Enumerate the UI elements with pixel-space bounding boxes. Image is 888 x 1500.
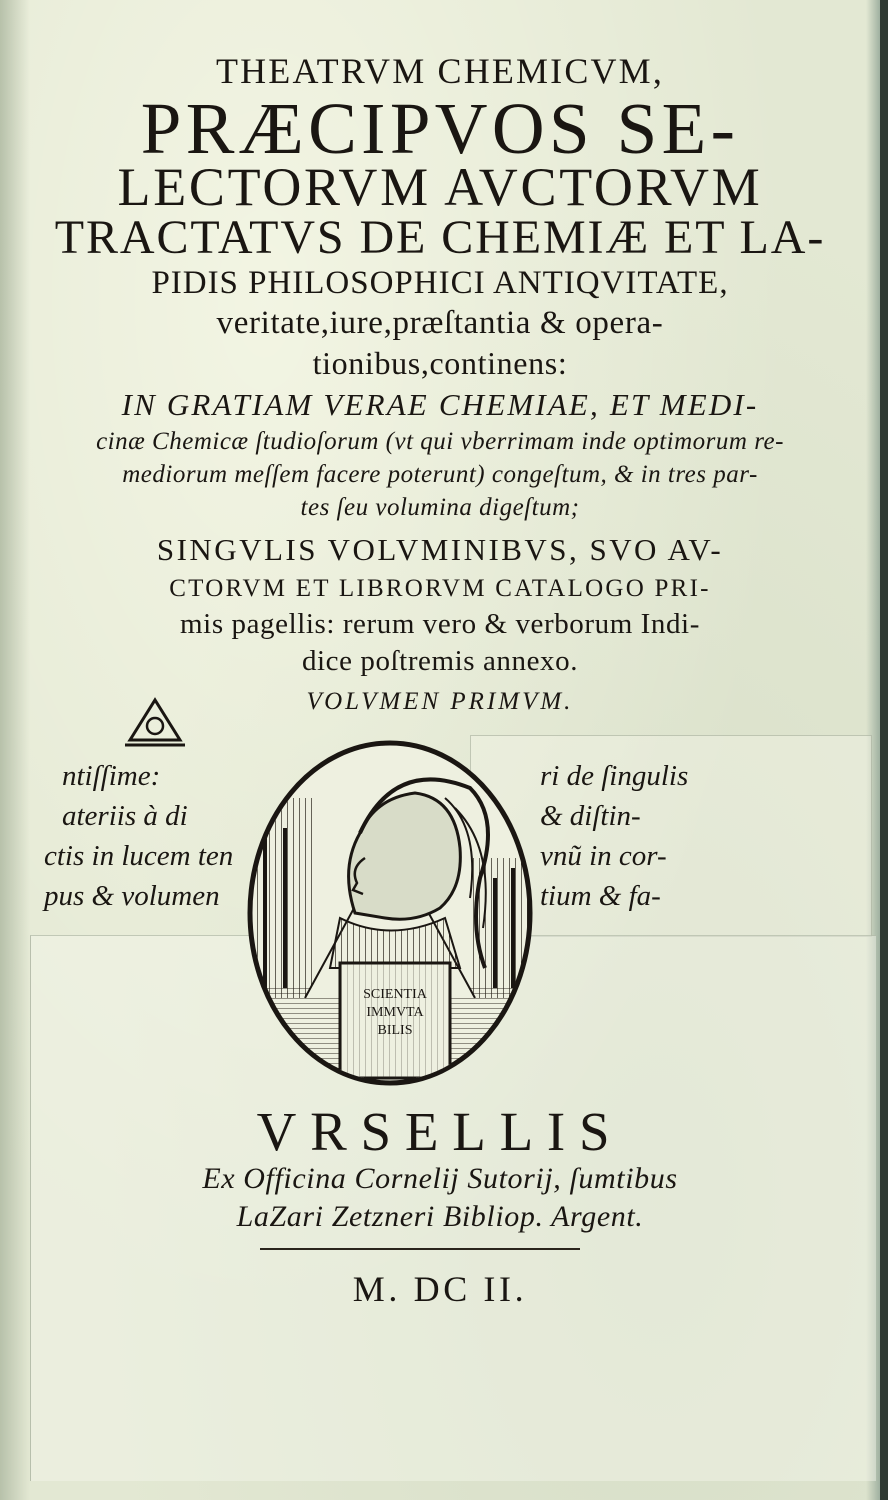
title-line-3: LECTORVM AVCTORVM xyxy=(117,157,763,217)
title-line-6: veritate,iure,præſtantia & opera- xyxy=(216,305,664,341)
title-line-13: CTORVM ET LIBRORVM CATALOGO PRI- xyxy=(169,575,711,602)
title-line-12: SINGVLIS VOLVMINIBVS, SVO AV- xyxy=(156,532,724,567)
obscured-fragment-left: ntiſſime: xyxy=(62,760,161,792)
obscured-fragment-right: vnũ in cor- xyxy=(540,840,667,872)
title-line-15: dice poſtremis annexo. xyxy=(301,645,579,677)
title-line-10: mediorum meſſem facere poterunt) congeſtum, & in tres par- xyxy=(122,461,758,488)
volume-heading: VOLVMEN PRIMVM. xyxy=(306,688,574,715)
pedestal-inscription-line: BILIS xyxy=(377,1023,413,1038)
imprint-printer: Ex Officina Cornelij Sutorij, ſumtibus xyxy=(202,1162,678,1195)
obscured-fragment-left: ctis in lucem ten xyxy=(44,840,234,872)
title-line-8: IN GRATIAM VERAE CHEMIAE, ET MEDI- xyxy=(121,387,759,422)
pedestal-inscription-line: IMMVTA xyxy=(366,1005,424,1020)
obscured-fragment-left: ateriis à di xyxy=(62,800,188,832)
title-line-11: tes ſeu volumina digeſtum; xyxy=(300,494,580,521)
title-line-14: mis pagellis: rerum vero & verborum Indi- xyxy=(180,608,700,640)
obscured-fragment-right: tium & fa- xyxy=(540,880,661,912)
obscured-fragment-right: & diſtin- xyxy=(540,800,641,832)
imprint-publisher: LaZari Zetzneri Bibliop. Argent. xyxy=(236,1200,644,1233)
imprint-year: M. DC II. xyxy=(352,1269,528,1309)
imprint-rule xyxy=(260,1248,580,1250)
title-line-1: THEATRVM CHEMICVM, xyxy=(215,51,664,91)
title-line-4: TRACTATVS DE CHEMIÆ ET LA- xyxy=(54,211,826,264)
obscured-fragment-right: ri de ſingulis xyxy=(540,760,689,792)
title-line-5: PIDIS PHILOSOPHICI ANTIQVITATE, xyxy=(151,265,729,301)
obscured-fragment-left: pus & volumen xyxy=(44,880,220,912)
title-line-7: tionibus,continens: xyxy=(312,345,568,381)
pedestal-inscription-line: SCIENTIA xyxy=(363,987,427,1002)
flask-emblem-icon xyxy=(120,690,190,750)
minerva-medallion-woodcut xyxy=(245,738,535,1088)
imprint-place: VRSELLIS xyxy=(256,1101,624,1162)
title-line-2: PRÆCIPVOS SE- xyxy=(140,88,740,169)
title-line-9: cinæ Chemicæ ſtudioſorum (vt qui vberrimam inde optimorum re- xyxy=(96,428,784,455)
